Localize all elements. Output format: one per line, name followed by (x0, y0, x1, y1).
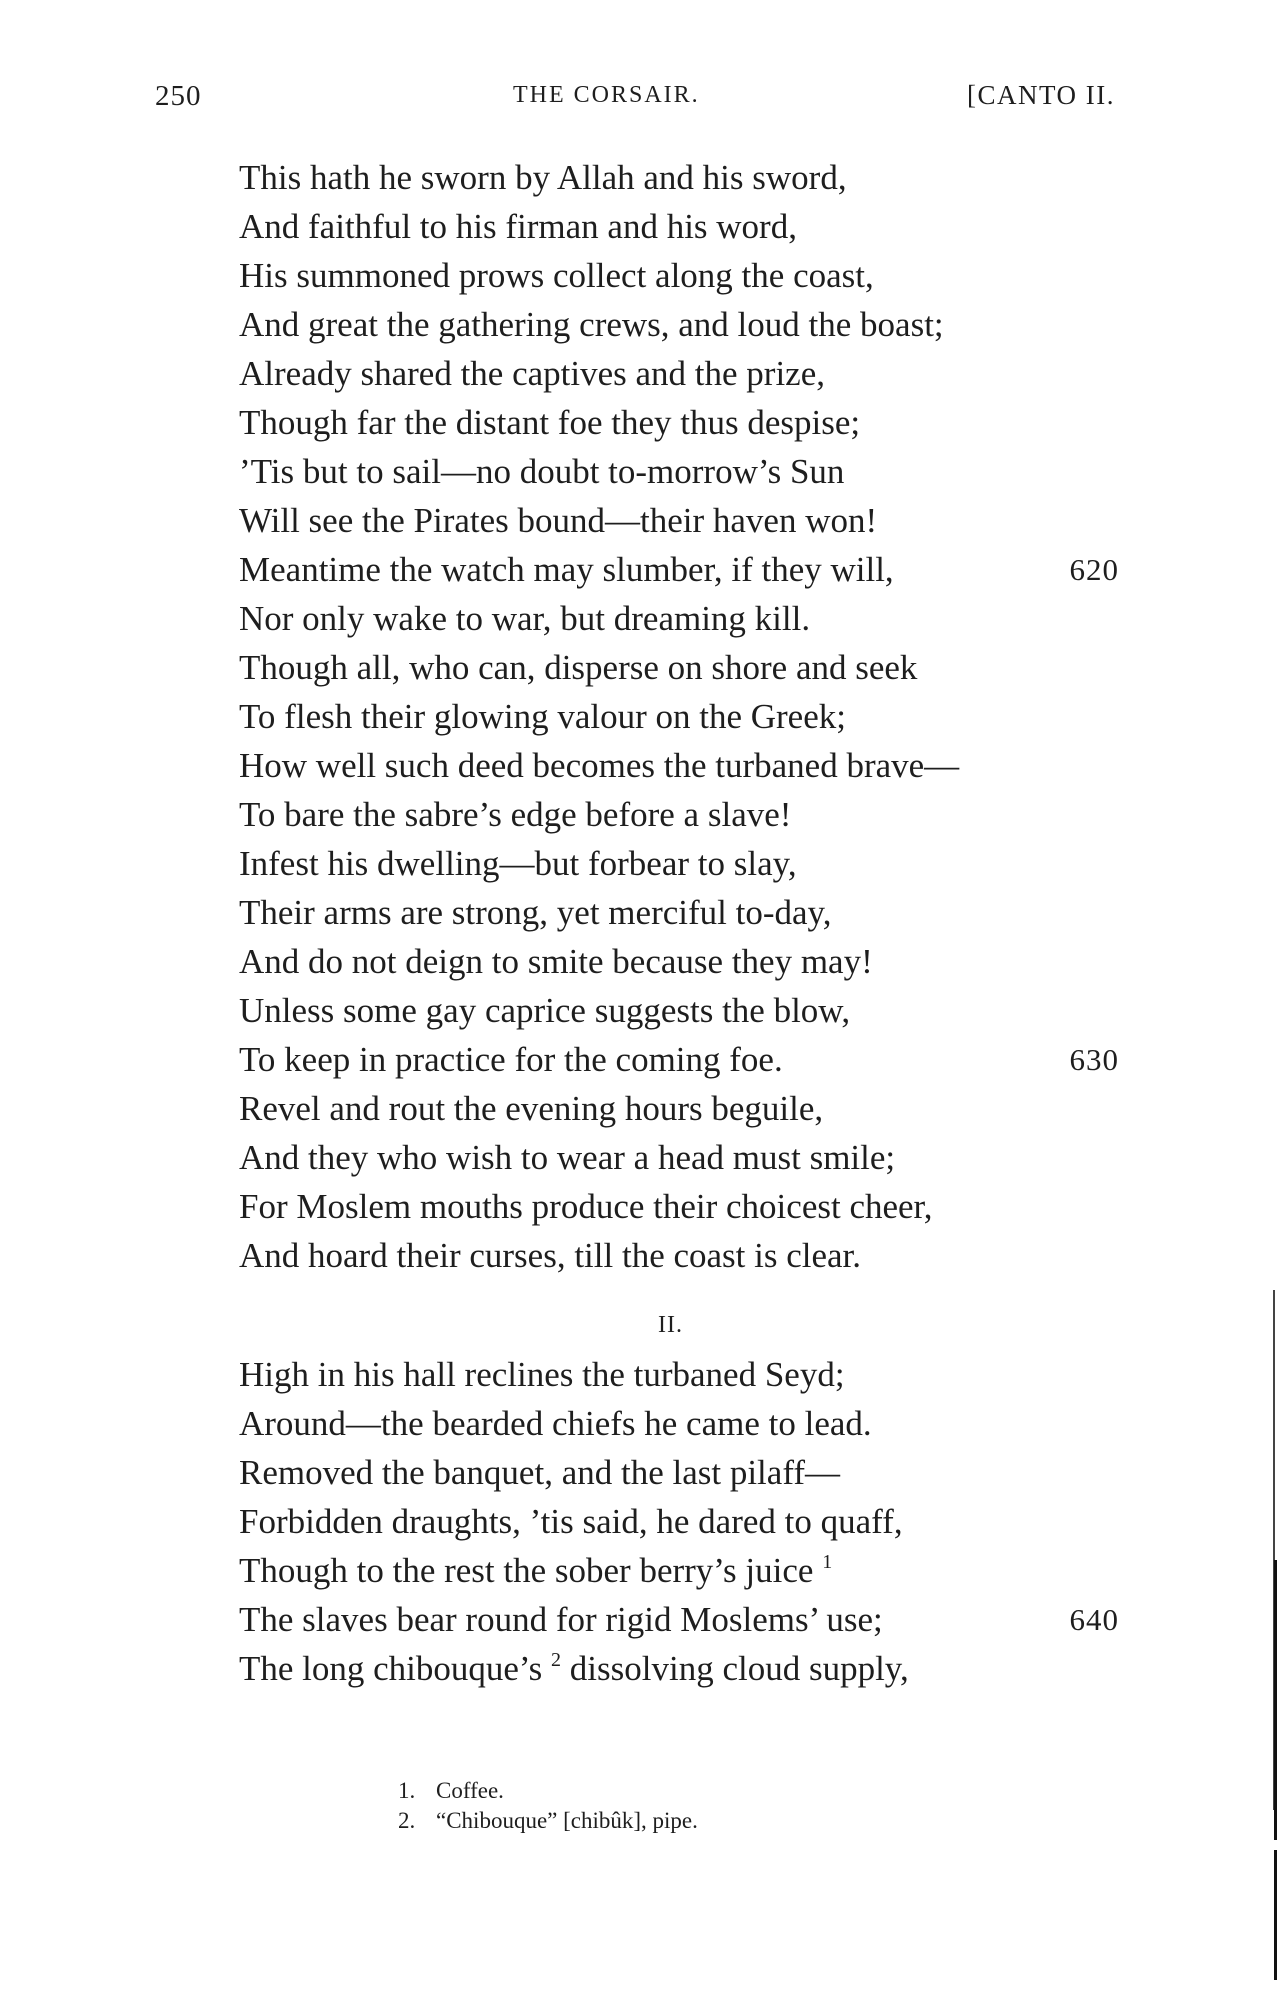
verse-line: Forbidden draughts, ’tis said, he dared to quaff, (239, 1502, 903, 1541)
verse-line: And do not deign to smite because they may! (239, 942, 873, 981)
verse-line: This hath he sworn by Allah and his sword, (239, 158, 847, 197)
verse-line: To bare the sabre’s edge before a slave! (239, 795, 792, 834)
section-numeral (0, 1312, 1277, 1339)
stanza-1 (239, 153, 1119, 1280)
verse-line: And faithful to his firman and his word, (239, 207, 797, 246)
footnote (398, 1806, 698, 1836)
footnote-number: 1. (398, 1778, 416, 1803)
verse-line: ’Tis but to sail—no doubt to-morrow’s Sun (239, 452, 845, 491)
footnote-number: 2. (398, 1808, 416, 1833)
footnote-marker: 1 (822, 1551, 833, 1573)
line-number: 620 (1069, 552, 1119, 587)
verse-line: Unless some gay caprice suggests the blow, (239, 991, 851, 1030)
verse-line: Though far the distant foe they thus despise; (239, 403, 861, 442)
stanza-2 (239, 1350, 1119, 1693)
canto-reference: [CANTO II. (967, 80, 1115, 110)
verse-line: Their arms are strong, yet merciful to-day, (239, 893, 832, 932)
verse-line: And they who wish to wear a head must smile; (239, 1138, 896, 1177)
verse-line: And hoard their curses, till the coast is clear. (239, 1236, 862, 1275)
footnote-marker: 2 (551, 1649, 562, 1671)
verse-line: Removed the banquet, and the last pilaff— (239, 1453, 840, 1492)
verse-line: High in his hall reclines the turbaned Seyd; (239, 1355, 845, 1394)
verse-line: The long chibouque’s $^2$ dissolving cloud supply, (239, 1649, 909, 1688)
verse-line: And great the gathering crews, and loud the boast; (239, 305, 944, 344)
verse-line: Infest his dwelling—but forbear to slay, (239, 844, 797, 883)
page-number: 250 (155, 80, 202, 112)
footnote-text: “Chibouque” [chibûk], pipe. (436, 1808, 698, 1833)
verse-line: The slaves bear round for rigid Moslems’ use; 640 (239, 1595, 1119, 1644)
verse-line: To flesh their glowing valour on the Greek; (239, 697, 846, 736)
verse-line: Though to the rest the sober berry’s juice $^1$ (239, 1551, 833, 1590)
verse-line: Revel and rout the evening hours beguile, (239, 1089, 824, 1128)
line-number: 630 (1069, 1042, 1119, 1077)
footnote (398, 1776, 698, 1806)
footnote-text: Coffee. (436, 1778, 504, 1803)
verse-line: Will see the Pirates bound—their haven won! (239, 501, 878, 540)
verse-line: Meantime the watch may slumber, if they will, 620 (239, 545, 1119, 594)
verse-line: Nor only wake to war, but dreaming kill. (239, 599, 811, 638)
verse-line: How well such deed becomes the turbaned brave— (239, 746, 960, 785)
verse-line: For Moslem mouths produce their choicest cheer, (239, 1187, 933, 1226)
footnotes (398, 1776, 698, 1836)
line-number: 640 (1069, 1602, 1119, 1637)
verse-line: His summoned prows collect along the coast, (239, 256, 874, 295)
verse-line: Around—the bearded chiefs he came to lead. (239, 1404, 872, 1443)
section-numeral-text: II. (658, 1312, 683, 1338)
verse-line: Already shared the captives and the prize, (239, 354, 825, 393)
verse-line: To keep in practice for the coming foe. 630 (239, 1035, 1119, 1084)
page-header (155, 80, 1115, 120)
verse-line: Though all, who can, disperse on shore and seek (239, 648, 918, 687)
running-title: THE CORSAIR. (513, 82, 700, 108)
